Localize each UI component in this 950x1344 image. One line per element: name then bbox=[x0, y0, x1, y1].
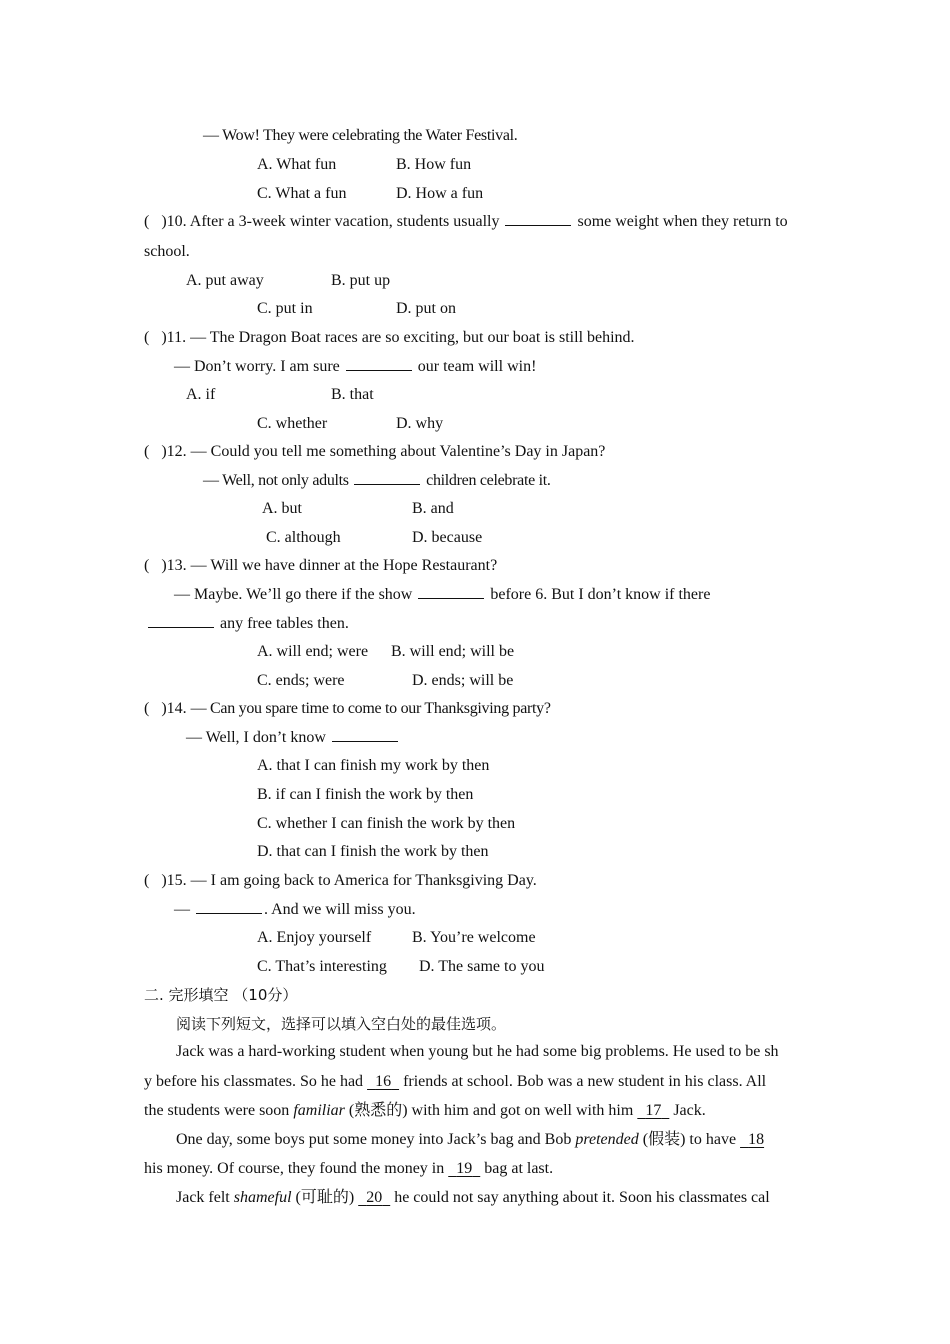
cloze-blank-17[interactable] bbox=[637, 1102, 669, 1119]
q14-stem-text: — Can you spare time to come to our Thanksgiving party? bbox=[190, 700, 551, 717]
q14-stem bbox=[144, 699, 551, 719]
q11-option-a[interactable]: A. if bbox=[186, 386, 216, 403]
q9-answer-line bbox=[203, 126, 517, 146]
q13-option-c[interactable]: C. ends; were bbox=[257, 672, 345, 689]
passage-p2-line2 bbox=[144, 1159, 553, 1179]
p1-l3b: (熟悉的) with him and got on well with him bbox=[348, 1102, 634, 1119]
blank-19-number: 19 bbox=[456, 1160, 473, 1177]
q10-number: )10. bbox=[161, 213, 187, 230]
section2-instruction: 阅读下列短文，选择可以填入空白处的最佳选项。 bbox=[176, 1015, 507, 1033]
q12-reply bbox=[203, 471, 551, 491]
q15-option-a[interactable]: A. Enjoy yourself bbox=[257, 929, 372, 946]
q11-option-c[interactable]: C. whether bbox=[257, 415, 328, 432]
q13-reply-a: — Maybe. We’ll go there if the show bbox=[174, 586, 413, 603]
p1-l3a: the students were soon bbox=[144, 1102, 290, 1119]
cloze-blank-18[interactable] bbox=[740, 1131, 764, 1148]
q11-blank bbox=[346, 357, 412, 371]
q10-option-a[interactable]: A. put away bbox=[186, 272, 264, 289]
q13-stem bbox=[144, 556, 497, 576]
q13-blank-2 bbox=[148, 614, 214, 628]
passage-p3-line1 bbox=[176, 1188, 770, 1208]
q12-stem-text: — Could you tell me something about Valentine’s Day in Japan? bbox=[190, 443, 606, 460]
q12-option-c[interactable]: C. although bbox=[266, 529, 341, 546]
q12-option-a[interactable]: A. but bbox=[262, 500, 302, 517]
q13-stem-text: — Will we have dinner at the Hope Restaurant? bbox=[190, 557, 498, 574]
p1-l2a: y before his classmates. So he had bbox=[144, 1073, 364, 1090]
blank-20-number: 20 bbox=[366, 1189, 383, 1206]
p2-l2a: his money. Of course, they found the money in bbox=[144, 1160, 445, 1177]
q13-blank-1 bbox=[418, 585, 484, 599]
q10-option-b[interactable]: B. put up bbox=[331, 272, 391, 289]
q12-option-b[interactable]: B. and bbox=[412, 500, 454, 517]
q15-reply-b: . And we will miss you. bbox=[264, 901, 416, 918]
q10-option-c[interactable]: C. put in bbox=[257, 300, 313, 317]
q13-paren-open[interactable]: ( bbox=[144, 557, 150, 574]
p1-l2b: friends at school. Bob was a new student in his class. All bbox=[403, 1073, 767, 1090]
q10-blank bbox=[505, 212, 571, 226]
word-pretended: pretended bbox=[575, 1131, 639, 1148]
q9-option-d[interactable]: D. How a fun bbox=[396, 185, 484, 202]
q10-stem-a: After a 3-week winter vacation, students usually bbox=[189, 213, 500, 230]
q15-option-b[interactable]: B. You’re welcome bbox=[412, 929, 536, 946]
p2-l1b: (假装) to have bbox=[642, 1131, 737, 1148]
q14-reply-text: — Well, I don’t know bbox=[186, 729, 326, 746]
p2-l1a: One day, some boys put some money into Jack’s bag and Bob bbox=[176, 1131, 572, 1148]
q9-answer-text: — Wow! They were celebrating the Water Festival. bbox=[203, 127, 518, 144]
q14-option-a[interactable]: A. that I can finish my work by then bbox=[257, 757, 490, 774]
q11-stem bbox=[144, 328, 635, 348]
q14-option-c[interactable]: C. whether I can finish the work by then bbox=[257, 815, 516, 832]
q11-option-b[interactable]: B. that bbox=[331, 386, 374, 403]
q15-option-c[interactable]: C. That’s interesting bbox=[257, 958, 387, 975]
q11-reply bbox=[174, 357, 536, 377]
q10-stem bbox=[144, 212, 788, 232]
q10-paren-open[interactable]: ( bbox=[144, 213, 150, 230]
q11-reply-b: our team will win! bbox=[417, 358, 537, 375]
blank-16-number: 16 bbox=[375, 1073, 392, 1090]
passage-p1-line3 bbox=[144, 1101, 706, 1121]
p3-l1a: Jack felt bbox=[176, 1189, 230, 1206]
q13-reply-b: before 6. But I don’t know if there bbox=[490, 586, 711, 603]
p1-l3c: Jack. bbox=[673, 1102, 706, 1119]
q14-option-d[interactable]: D. that can I finish the work by then bbox=[257, 843, 489, 860]
p2-l2b: bag at last. bbox=[484, 1160, 554, 1177]
q13-option-d[interactable]: D. ends; will be bbox=[412, 672, 514, 689]
q15-paren-open[interactable]: ( bbox=[144, 872, 150, 889]
section2-heading: 二. 完形填空 （10分） bbox=[144, 986, 298, 1004]
q11-reply-a: — Don’t worry. I am sure bbox=[174, 358, 340, 375]
q15-stem-text: — I am going back to America for Thanksgiving Day. bbox=[190, 872, 537, 889]
q15-blank bbox=[196, 900, 262, 914]
passage-p1-line1: Jack was a hard-working student when young but he had some big problems. He used to be sh bbox=[176, 1043, 779, 1060]
q12-reply-a: — Well, not only adults bbox=[203, 472, 349, 489]
q11-option-d[interactable]: D. why bbox=[396, 415, 444, 432]
word-shameful: shameful bbox=[233, 1189, 292, 1206]
q13-reply-cont bbox=[146, 614, 349, 634]
q9-option-a[interactable]: A. What fun bbox=[257, 156, 337, 173]
q14-blank bbox=[332, 728, 398, 742]
cloze-blank-19[interactable] bbox=[448, 1160, 480, 1177]
q15-stem bbox=[144, 871, 537, 891]
blank-17-number: 17 bbox=[645, 1102, 662, 1119]
q12-number: )12. bbox=[161, 443, 187, 460]
q14-option-b[interactable]: B. if can I finish the work by then bbox=[257, 786, 474, 803]
passage-p1-line2 bbox=[144, 1072, 766, 1092]
q13-number: )13. bbox=[161, 557, 187, 574]
q15-reply bbox=[174, 900, 416, 920]
q15-reply-a: — bbox=[174, 901, 190, 918]
q14-reply bbox=[186, 728, 400, 748]
q15-number: )15. bbox=[161, 872, 187, 889]
q13-reply bbox=[174, 585, 710, 605]
p3-l1c: he could not say anything about it. Soon his classmates cal bbox=[394, 1189, 770, 1206]
q12-option-d[interactable]: D. because bbox=[412, 529, 483, 546]
q9-option-b[interactable]: B. How fun bbox=[396, 156, 472, 173]
q10-stem-cont: school. bbox=[144, 243, 190, 260]
word-familiar: familiar bbox=[293, 1102, 345, 1119]
q13-option-a[interactable]: A. will end; were bbox=[257, 643, 369, 660]
q11-stem-text: — The Dragon Boat races are so exciting, but our boat is still behind. bbox=[190, 329, 635, 346]
q11-paren-open[interactable]: ( bbox=[144, 329, 150, 346]
q11-number: )11. bbox=[161, 329, 187, 346]
p3-l1b: (可耻的) bbox=[295, 1189, 355, 1206]
q13-option-b[interactable]: B. will end; will be bbox=[391, 643, 515, 660]
q12-blank bbox=[354, 471, 420, 485]
q12-reply-b: children celebrate it. bbox=[426, 472, 551, 489]
q13-reply-c: any free tables then. bbox=[220, 615, 349, 632]
q12-paren-open[interactable]: ( bbox=[144, 443, 150, 460]
q15-option-d[interactable]: D. The same to you bbox=[419, 958, 545, 975]
q9-option-c[interactable]: C. What a fun bbox=[257, 185, 347, 202]
blank-18-number: 18 bbox=[748, 1131, 765, 1148]
cloze-blank-20[interactable] bbox=[358, 1189, 390, 1206]
q10-option-d[interactable]: D. put on bbox=[396, 300, 456, 317]
cloze-blank-16[interactable] bbox=[367, 1073, 399, 1090]
q12-stem bbox=[144, 442, 605, 462]
passage-p2-line1 bbox=[176, 1130, 764, 1150]
q14-paren-open[interactable]: ( bbox=[144, 700, 150, 717]
q14-number: )14. bbox=[161, 700, 187, 717]
q10-stem-b: some weight when they return to bbox=[577, 213, 788, 230]
